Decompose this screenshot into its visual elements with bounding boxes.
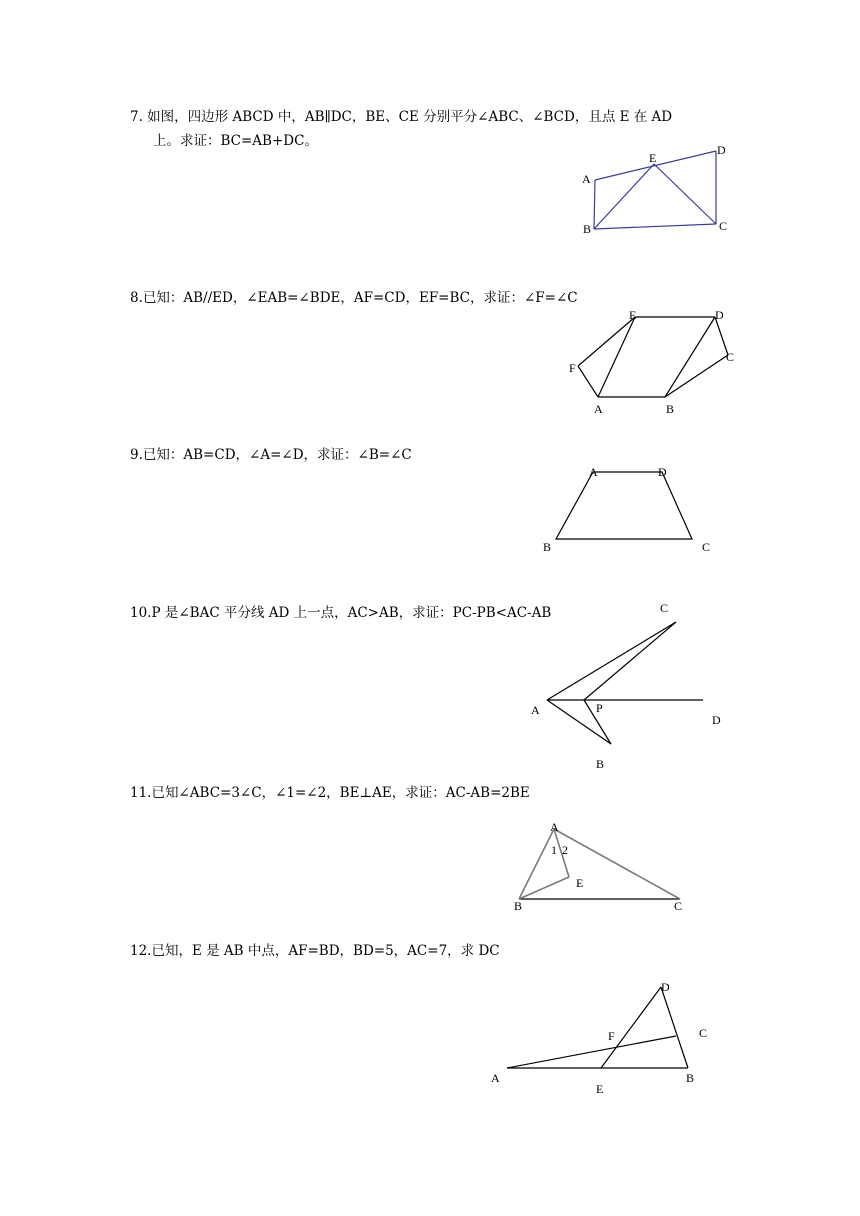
fig9-trapezoid	[556, 472, 692, 539]
fig7-label-b: B	[583, 222, 592, 236]
fig11-be	[519, 877, 569, 899]
fig7-label-e: E	[649, 151, 657, 165]
fig11-ac	[554, 829, 680, 899]
figure-11	[505, 815, 695, 915]
fig12-label-b: B	[686, 1071, 695, 1085]
fig10-label-a: A	[531, 703, 540, 717]
figure-9	[540, 463, 720, 554]
fig8-label-e: E	[629, 308, 637, 322]
fig11-ab	[519, 829, 554, 899]
figure-10	[525, 595, 725, 775]
problem-9-text: 9.已知：AB=CD，∠A=∠D，求证：∠B=∠C	[130, 447, 412, 463]
fig11-label-a: A	[550, 820, 559, 834]
fig8-bd	[665, 317, 715, 397]
fig8-cb	[665, 355, 728, 397]
fig11-label-e: E	[576, 876, 584, 890]
problem-7-line1: 7. 如图，四边形 ABCD 中，AB∥DC，BE、CE 分别平分∠ABC、∠BCD，且点 E 在 AD	[130, 109, 673, 125]
figure-8	[565, 305, 745, 415]
fig8-ae	[598, 317, 635, 397]
problem-7-line2: 上。求证：BC=AB+DC。	[153, 133, 318, 149]
fig12-label-e: E	[596, 1082, 604, 1096]
fig8-label-a: A	[594, 402, 603, 416]
fig7-label-a: A	[582, 172, 591, 186]
fig10-label-b: B	[596, 757, 605, 771]
fig9-label-b: B	[543, 540, 552, 554]
fig11-label-c: C	[674, 899, 683, 913]
fig8-label-b: B	[666, 402, 675, 416]
figure-12	[480, 975, 720, 1100]
fig7-be	[594, 164, 654, 229]
fig7-ab	[594, 180, 595, 229]
fig11-label-2: 2	[562, 843, 568, 857]
problem-12-text: 12.已知，E 是 AB 中点，AF=BD，BD=5，AC=7，求 DC	[130, 943, 500, 959]
fig8-fa	[578, 366, 598, 397]
figure-7	[575, 138, 735, 248]
fig12-label-d: D	[661, 980, 670, 994]
problem-10-text: 10.P 是∠BAC 平分线 AD 上一点，AC>AB，求证：PC-PB<AC-AB	[130, 605, 552, 621]
fig9-label-d: D	[658, 465, 667, 479]
fig7-label-c: C	[719, 219, 728, 233]
fig10-ac	[547, 622, 676, 700]
fig12-bd	[661, 987, 688, 1068]
fig8-label-d: D	[715, 308, 724, 322]
problem-8-text: 8.已知：AB//ED，∠EAB=∠BDE，AF=CD，EF=BC，求证：∠F=∠C	[130, 290, 578, 306]
problem-11-text: 11.已知∠ABC=3∠C，∠1=∠2，BE⊥AE，求证：AC-AB=2BE	[130, 785, 530, 801]
fig10-label-d: D	[712, 713, 721, 727]
fig9-label-c: C	[702, 540, 711, 554]
fig12-label-a: A	[491, 1071, 500, 1085]
fig12-ac	[507, 1036, 676, 1068]
fig9-label-a: A	[589, 465, 598, 479]
fig10-label-p: P	[596, 701, 603, 715]
fig11-label-1: 1	[551, 843, 557, 857]
fig10-label-c: C	[660, 601, 669, 615]
fig8-label-f: F	[569, 361, 576, 375]
fig12-label-c: C	[699, 1026, 708, 1040]
fig7-label-d: D	[717, 143, 726, 157]
fig10-pc	[584, 622, 676, 700]
fig7-ce	[654, 164, 716, 224]
fig8-ef	[578, 317, 635, 366]
fig11-label-b: B	[514, 899, 523, 913]
fig7-bc	[594, 224, 716, 229]
fig8-label-c: C	[726, 350, 735, 364]
fig12-label-f: F	[608, 1029, 615, 1043]
fig12-de	[601, 987, 661, 1068]
